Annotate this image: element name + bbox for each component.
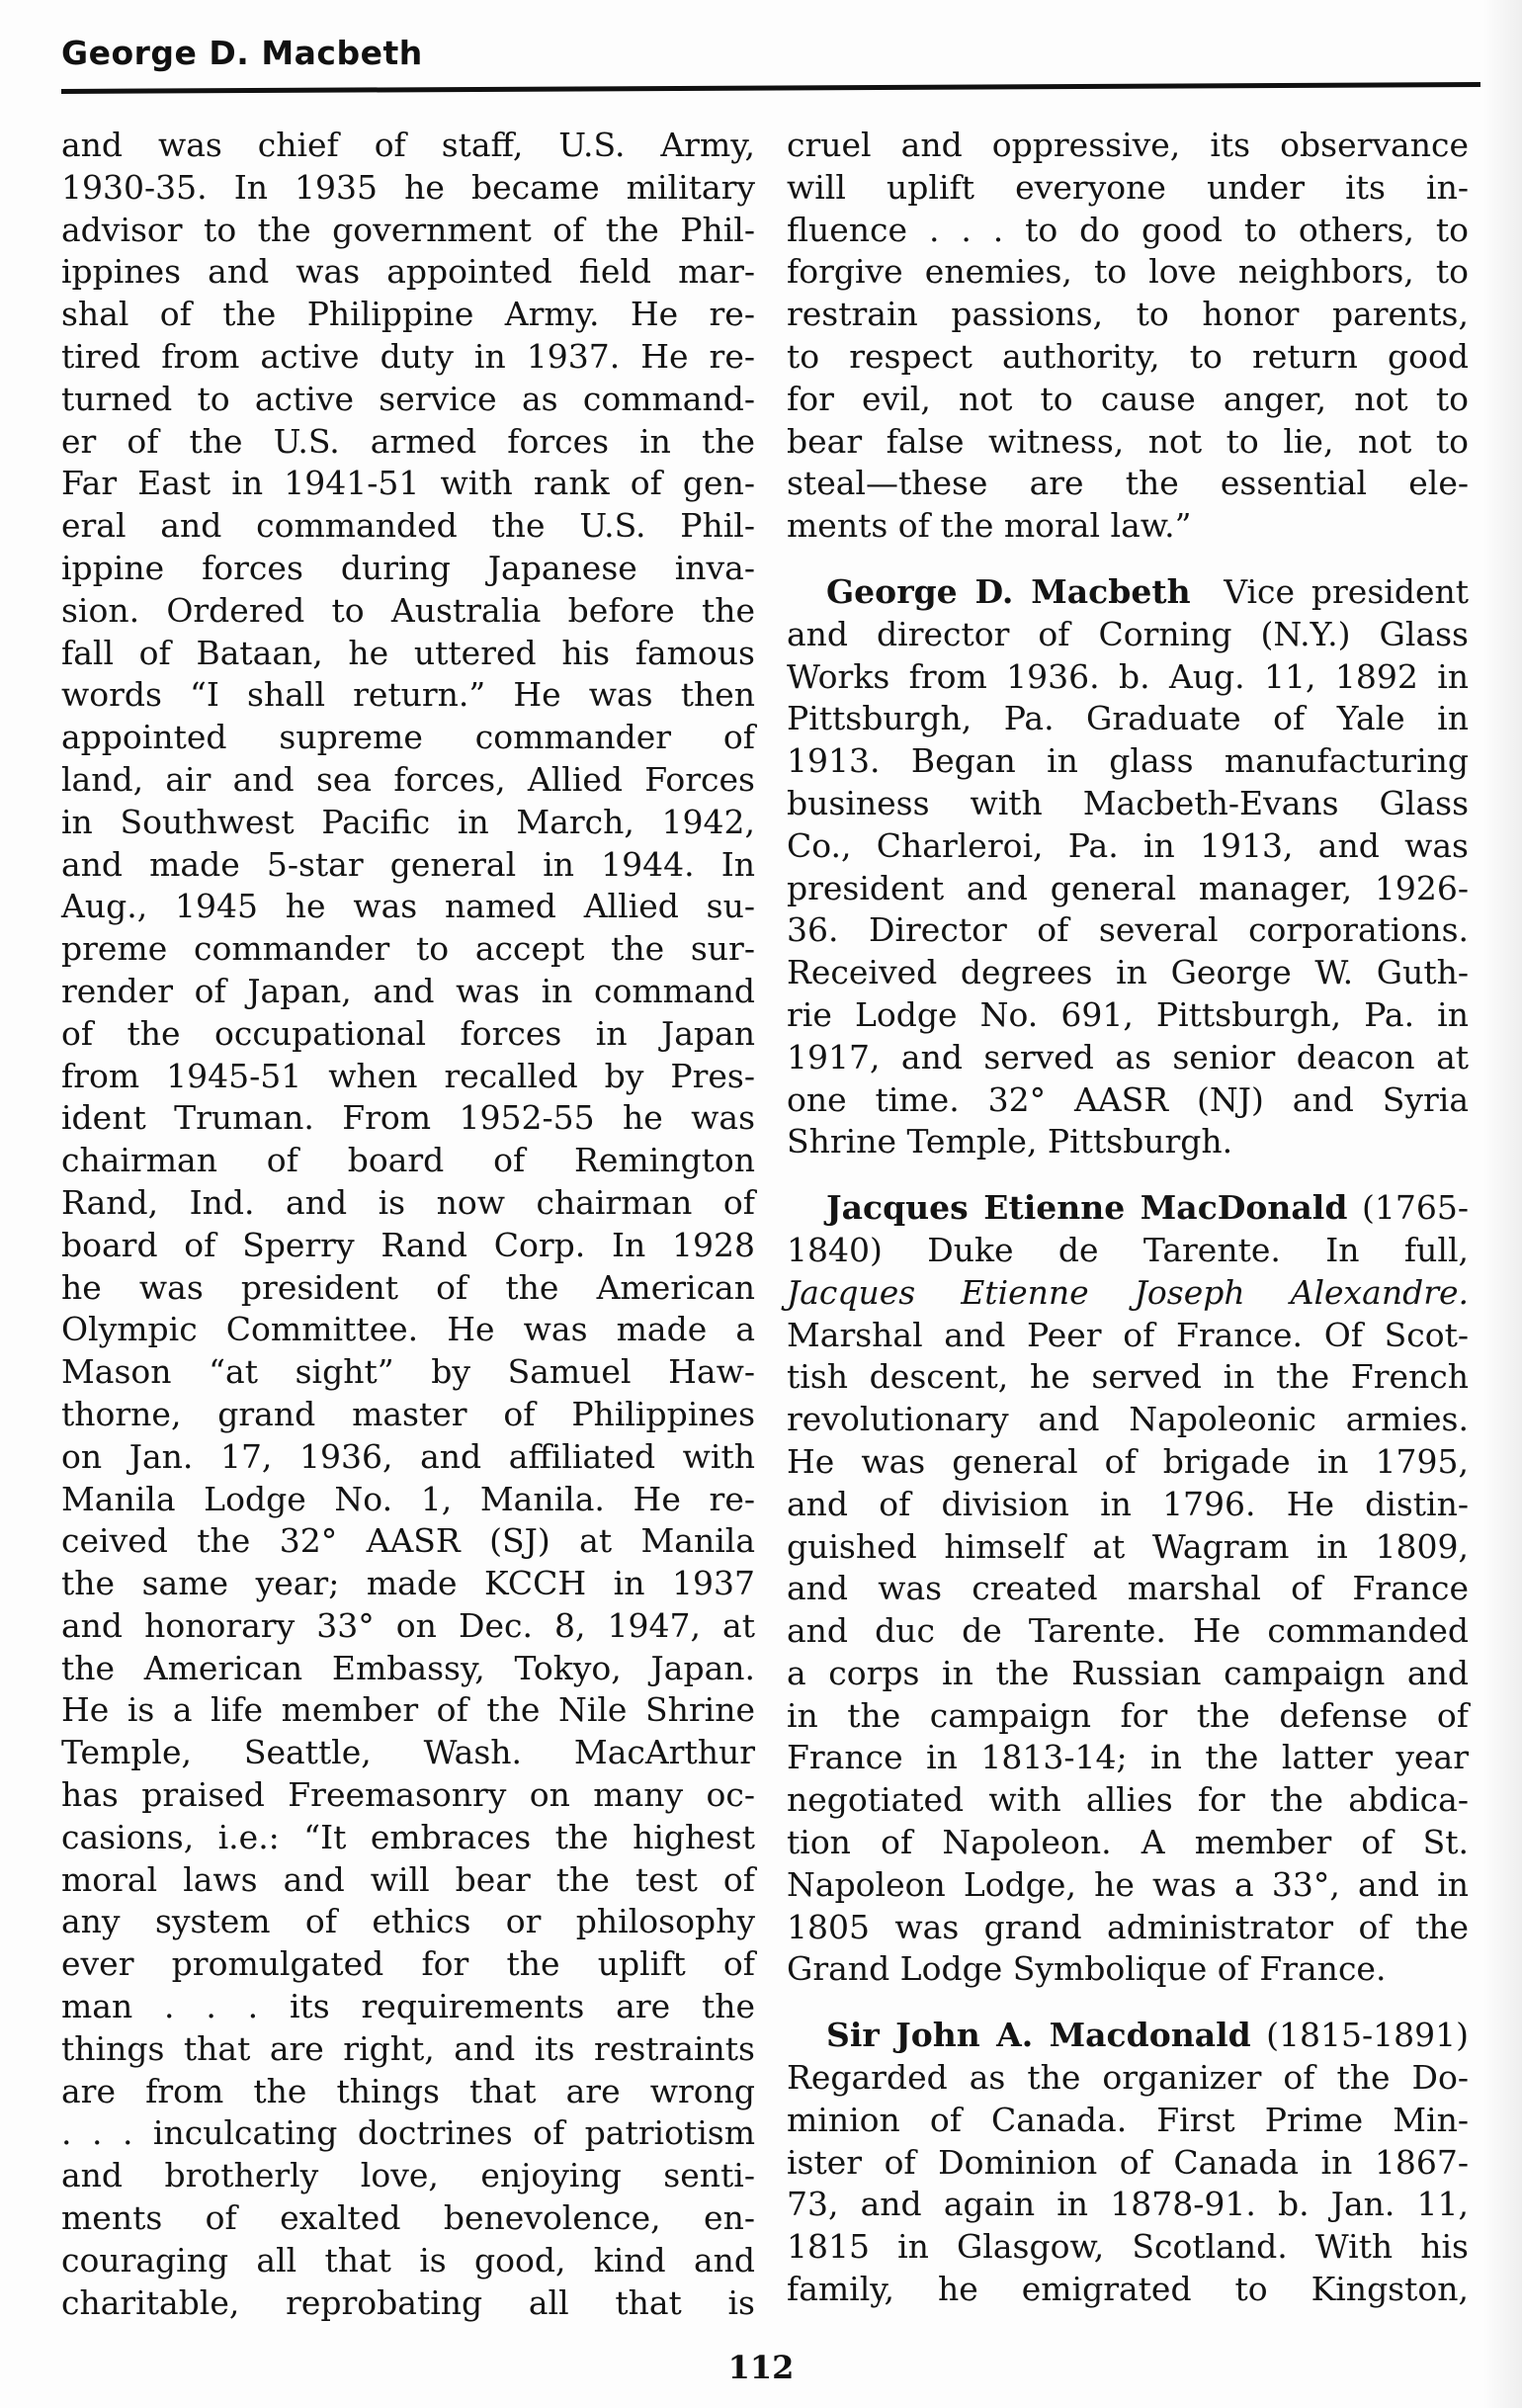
text-line: Pittsburgh, Pa. Graduate of Yale in (787, 699, 1469, 738)
entry-first-line (787, 1187, 1469, 1230)
text-line: Mason “at sight” by Samuel Haw- (61, 1352, 755, 1392)
text-line: family, he emigrated to Kingston, (787, 2270, 1469, 2309)
entry-first-line-rest: (1765- (1361, 1188, 1469, 1228)
text-line: man . . . its requirements are the (61, 1987, 755, 2026)
text-line: tired from active duty in 1937. He re- (61, 336, 755, 376)
macarthur-quote-continuation (787, 125, 1469, 548)
text-line: the American Embassy, Tokyo, Japan. (61, 1648, 755, 1687)
text-line: in the campaign for the defense of (787, 1695, 1469, 1735)
text-line: of the occupational forces in Japan (61, 1013, 755, 1053)
text-line: president and general manager, 1926- (787, 868, 1469, 907)
text-line: steal—these are the essential ele- (787, 464, 1469, 503)
text-line: minion of Canada. First Prime Min- (787, 2100, 1469, 2139)
text-line: Grand Lodge Symbolique of France. (787, 1949, 1387, 1989)
text-line: Far East in 1941-51 with rank of gen- (61, 464, 755, 503)
text-line: ippines and was appointed field mar- (61, 252, 755, 292)
text-line: will uplift everyone under its in- (787, 167, 1469, 207)
text-line: and was chief of staff, U.S. Army, (61, 126, 755, 164)
text-line: advisor to the government of the Phil- (61, 210, 755, 249)
text-line: 73, and again in 1878-91. b. Jan. 11, (787, 2185, 1469, 2224)
entry-spacer (787, 1163, 1469, 1187)
text-line: France in 1813-14; in the latter year (787, 1738, 1469, 1777)
entry-spacer (787, 548, 1469, 571)
text-line: for evil, not to cause anger, not to (787, 379, 1469, 418)
text-line: couraging all that is good, kind and (61, 2240, 755, 2279)
text-line: preme commander to accept the sur- (61, 929, 755, 969)
text-line: ever promulgated for the uplift of (61, 1944, 755, 1984)
text-line: 1805 was grand administrator of the (787, 1907, 1469, 1946)
text-line: 1913. Began in glass manufacturing (787, 741, 1469, 781)
entry-first-line-rest: Vice president (1224, 571, 1469, 611)
text-line: and made 5-star general in 1944. In (61, 844, 755, 884)
text-line: . . . inculcating doctrines of patriotism (61, 2113, 755, 2153)
text-line: on Jan. 17, 1936, and affiliated with (61, 1436, 755, 1476)
text-line: fall of Bataan, he uttered his famous (61, 633, 755, 672)
right-column (787, 125, 1469, 2311)
text-line: shal of the Philippine Army. He re- (61, 295, 755, 334)
entry-first-line (787, 571, 1469, 614)
entry-name: Jacques Etienne MacDonald (826, 1188, 1348, 1228)
text-line: he was president of the American (61, 1267, 755, 1307)
text-line: from 1945-51 when recalled by Pres- (61, 1056, 755, 1095)
text-line: one time. 32° AASR (NJ) and Syria (787, 1079, 1469, 1119)
text-line: ceived the 32° AASR (SJ) at Manila (61, 1521, 755, 1561)
text-line: moral laws and will bear the test of (61, 1859, 755, 1899)
text-line: Manila Lodge No. 1, Manila. He re- (61, 1479, 755, 1518)
text-line: He is a life member of the Nile Shrine (61, 1690, 755, 1730)
text-line: the same year; made KCCH in 1937 (61, 1564, 755, 1603)
text-line: Rand, Ind. and is now chairman of (61, 1182, 755, 1222)
text-line: ister of Dominion of Canada in 1867- (787, 2142, 1469, 2182)
text-line: appointed supreme commander of (61, 718, 755, 757)
text-line: 1840) Duke de Tarente. In full, (787, 1230, 1469, 1269)
text-line: turned to active service as command- (61, 379, 755, 418)
entry-first-line-rest: (1815-1891) (1266, 2016, 1469, 2055)
text-line: cruel and oppressive, its observance (787, 126, 1469, 164)
text-line: 1917, and served as senior deacon at (787, 1037, 1469, 1076)
text-line: eral and commanded the U.S. Phil- (61, 506, 755, 546)
text-line: Napoleon Lodge, he was a 33°, and in (787, 1864, 1469, 1904)
text-line: in Southwest Pacific in March, 1942, (61, 802, 755, 841)
text-line: restrain passions, to honor parents, (787, 295, 1469, 334)
running-head: George D. Macbeth (61, 34, 423, 72)
text-line: fluence . . . to do good to others, to (787, 210, 1469, 249)
text-line: tion of Napoleon. A member of St. (787, 1823, 1469, 1862)
text-line: bear false witness, not to lie, not to (787, 421, 1469, 461)
text-line: Marshal and Peer of France. Of Scot- (787, 1315, 1469, 1354)
entry-sir-john-a-macdonald (787, 2015, 1469, 2311)
page-number: 112 (727, 2349, 795, 2386)
text-line: Aug., 1945 he was named Allied su- (61, 887, 755, 926)
text-line: thorne, grand master of Philippines (61, 1394, 755, 1433)
text-line: and director of Corning (N.Y.) Glass (787, 614, 1469, 653)
text-line: ments of the moral law.” (787, 506, 1192, 546)
text-line: and duc de Tarente. He commanded (787, 1611, 1469, 1651)
text-line: sion. Ordered to Australia before the (61, 590, 755, 630)
text-line: Works from 1936. b. Aug. 11, 1892 in (787, 656, 1469, 696)
text-line: Olympic Committee. He was made a (61, 1310, 755, 1349)
text-line: casions, i.e.: “It embraces the highest (61, 1817, 755, 1856)
text-line: and was created marshal of France (787, 1569, 1469, 1608)
header-rule (61, 82, 1480, 94)
entry-spacer (787, 1991, 1469, 2015)
entry-name: Sir John A. Macdonald (826, 2016, 1251, 2055)
text-line: words “I shall return.” He was then (61, 675, 755, 715)
text-line: Co., Charleroi, Pa. in 1913, and was (787, 825, 1469, 865)
text-line: 1930-35. In 1935 he became military (61, 167, 755, 207)
text-line: forgive enemies, to love neighbors, to (787, 252, 1469, 292)
text-line: rie Lodge No. 691, Pittsburgh, Pa. in (787, 994, 1469, 1034)
text-line: Temple, Seattle, Wash. MacArthur (61, 1733, 755, 1772)
text-line: chairman of board of Remington (61, 1141, 755, 1180)
text-line: revolutionary and Napoleonic armies. (787, 1400, 1469, 1439)
entry-name: George D. Macbeth (826, 571, 1191, 611)
text-line: business with Macbeth-Evans Glass (787, 783, 1469, 822)
entry-jacques-etienne-macdonald (787, 1187, 1469, 1991)
text-line: 36. Director of several corporations. (787, 910, 1469, 950)
text-line: ident Truman. From 1952-55 he was (61, 1098, 755, 1138)
text-line: and brotherly love, enjoying senti- (61, 2156, 755, 2195)
text-line: Received degrees in George W. Guth- (787, 953, 1469, 992)
page-edge-shadow (1482, 0, 1522, 2408)
text-line: board of Sperry Rand Corp. In 1928 (61, 1225, 755, 1264)
text-line: Shrine Temple, Pittsburgh. (787, 1122, 1233, 1161)
text-line: and honorary 33° on Dec. 8, 1947, at (61, 1605, 755, 1645)
text-line: land, air and sea forces, Allied Forces (61, 759, 755, 799)
text-line: 1815 in Glasgow, Scotland. With his (787, 2227, 1469, 2267)
text-line: render of Japan, and was in command (61, 971, 755, 1010)
text-line: ippine forces during Japanese inva- (61, 548, 755, 587)
text-line: Regarded as the organizer of the Do- (787, 2058, 1469, 2098)
text-line: has praised Freemasonry on many oc- (61, 1775, 755, 1815)
text-line: are from the things that are wrong (61, 2071, 755, 2110)
text-line: He was general of brigade in 1795, (787, 1441, 1469, 1481)
text-line: things that are right, and its restraints (61, 2028, 755, 2068)
text-line: negotiated with allies for the abdica- (787, 1780, 1469, 1820)
text-line: ments of exalted benevolence, en- (61, 2198, 755, 2238)
text-line: tish descent, he served in the French (787, 1357, 1469, 1397)
text-line: a corps in the Russian campaign and (787, 1653, 1469, 1692)
text-line: guished himself at Wagram in 1809, (787, 1526, 1469, 1566)
entry-first-line (787, 2015, 1469, 2057)
italic-full-name-line: Jacques Etienne Joseph Alexandre. (787, 1272, 1469, 1312)
text-line: to respect authority, to return good (787, 336, 1469, 376)
entry-george-d-macbeth (787, 571, 1469, 1163)
text-line: er of the U.S. armed forces in the (61, 421, 755, 461)
text-line: charitable, reprobating all that is (61, 2282, 755, 2322)
text-line: any system of ethics or philosophy (61, 1902, 755, 1941)
text-line: and of division in 1796. He distin- (787, 1484, 1469, 1523)
macarthur-entry-continuation (61, 125, 755, 2324)
left-column (61, 125, 755, 2324)
